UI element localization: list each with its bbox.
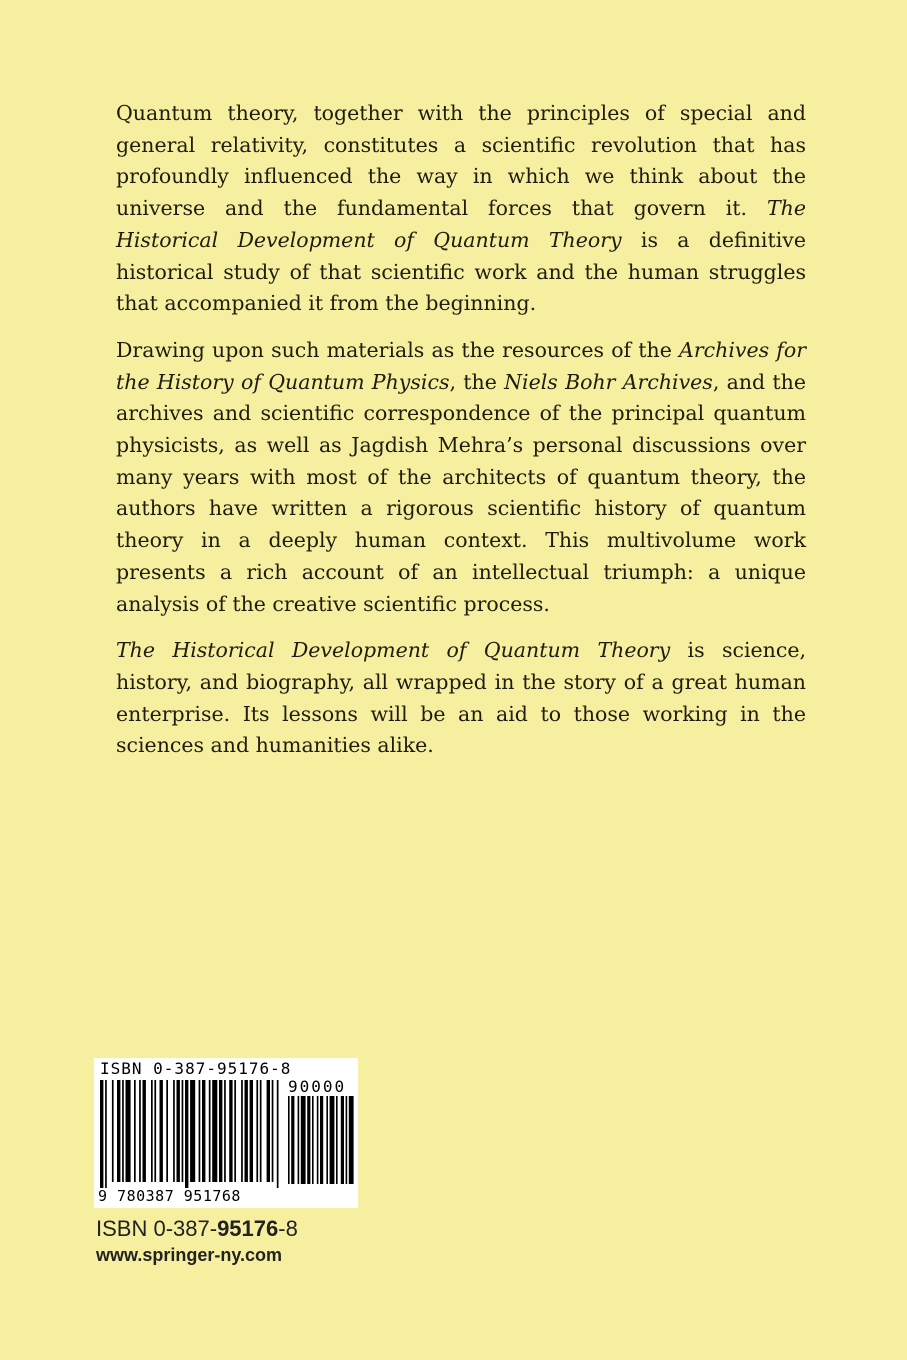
barcode-bar [301, 1096, 306, 1184]
barcode-bar [326, 1096, 328, 1184]
barcode-bar [202, 1080, 205, 1182]
barcode-bar [320, 1096, 323, 1184]
publisher-website: www.springer-ny.com [96, 1245, 283, 1265]
barcode-bar [234, 1080, 236, 1182]
barcode-bar [199, 1080, 201, 1182]
barcode-bar [173, 1080, 175, 1182]
barcode-bar [160, 1080, 163, 1182]
back-cover-blurb [116, 98, 806, 777]
blurb-paragraph-3: The Historical Development of Quantum Theory is science, history, and biography, all wrapped in the story of a great human enterprise. Its lessons will be an aid to those working in the sciences and humanities alike. [116, 638, 806, 758]
barcode-bar [126, 1080, 131, 1182]
barcode-bar [105, 1080, 107, 1188]
barcode [94, 1058, 358, 1208]
barcode-bar [307, 1096, 310, 1184]
barcode-bar [117, 1080, 120, 1182]
blurb-paragraph-1: Quantum theory, together with the principles of special and general relativity, constitutes a scientific revolution that has profoundly influenced the way in which we think about the universe and the fundamental forces that govern it. The Historical Development of Quantum Theory is a definitive historical study of that scientific work and the human struggles that accompanied it from the beginning. [116, 101, 806, 316]
barcode-bar [224, 1080, 226, 1182]
barcode-bar [288, 1096, 290, 1184]
barcode-bar [330, 1096, 335, 1184]
barcode-bar [267, 1080, 270, 1182]
barcode-bar [139, 1080, 141, 1182]
barcode-bar [154, 1080, 156, 1182]
book-title-italic: The Historical Development of Quantum Theory [116, 638, 671, 663]
barcode-bar [190, 1080, 195, 1182]
barcode-bar [212, 1080, 217, 1182]
barcode-bar [143, 1080, 146, 1182]
barcode-bar [272, 1080, 274, 1182]
barcode-bar [134, 1080, 136, 1182]
archive-name-italic: Archives for the History of Quantum Physics [116, 337, 806, 394]
barcode-bar [177, 1080, 180, 1182]
barcode-bar [209, 1080, 211, 1182]
barcode-bar [182, 1080, 184, 1182]
barcode-bar [336, 1096, 338, 1184]
isbn-line: ISBN 0-387-95176-8 [96, 1216, 298, 1241]
barcode-ean-digits: 9 780387 951768 [98, 1187, 241, 1205]
isbn-bold-part: 95176 [217, 1216, 279, 1241]
barcode-bar [241, 1080, 243, 1182]
barcode-bar [229, 1080, 232, 1182]
barcode-bar [122, 1080, 124, 1182]
barcode-bar [349, 1096, 354, 1184]
barcode-bar [166, 1080, 168, 1182]
barcode-bar [112, 1080, 114, 1182]
barcode-bar [346, 1096, 348, 1184]
barcode-bar [151, 1080, 153, 1182]
barcode-bar [341, 1096, 344, 1184]
barcode-bar [298, 1096, 300, 1184]
barcode-bar [245, 1080, 248, 1182]
barcode-bar [100, 1080, 103, 1188]
barcode-bar [312, 1096, 314, 1184]
barcode-bar [317, 1096, 319, 1184]
barcode-bar [277, 1080, 279, 1188]
barcode-bar [219, 1080, 222, 1182]
barcode-isbn-label: ISBN 0-387-95176-8 [100, 1059, 292, 1078]
barcode-bar [260, 1080, 262, 1182]
book-title-italic: The Historical Development of Quantum Theory [116, 196, 806, 252]
barcode-bar [291, 1096, 294, 1184]
barcode-bar [185, 1080, 188, 1188]
blurb-paragraph-2: Drawing upon such materials as the resources of the Archives for the History of Quantum Physics, the Niels Bohr Archives, and the archives and scientific correspondence of the principal quantum physicists, as well as Jagdish Mehra’s personal discussions over many years with most of the architects of quantum theory, the authors have written a rigorous scientific history of quantum theory in a deeply human context. This multivolume work presents a rich account of an intellectual triumph: a unique analysis of the creative scientific process. [116, 337, 807, 616]
barcode-bar [250, 1080, 253, 1182]
barcode-addon-digits: 90000 [288, 1077, 347, 1096]
archive-name-italic: Niels Bohr Archives [504, 369, 713, 394]
barcode-bar [256, 1080, 258, 1182]
